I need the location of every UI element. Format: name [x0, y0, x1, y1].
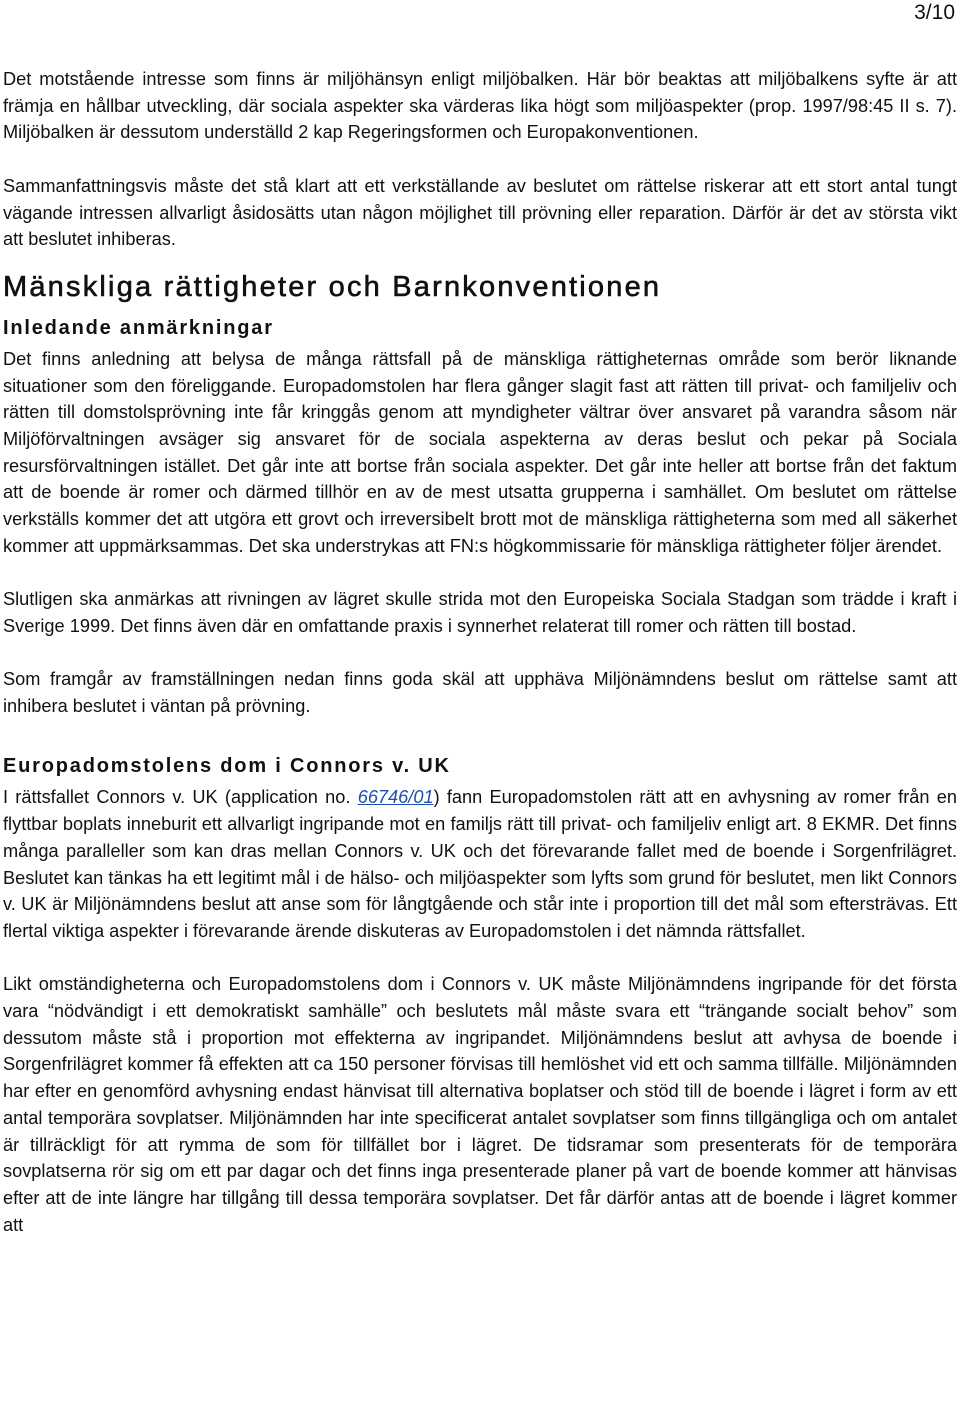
application-number-link[interactable]: 66746/01	[357, 787, 434, 808]
paragraph-rattsfall: Det finns anledning att belysa de många rättsfall på de mänskliga rättigheternas område som berör liknande situationer som den föreliggande. Europadomstolen har flera gånger slagit fast att rätten till privat- och familjeliv och rätten till domstolsprövning inte får kringgås genom att myndigheter vältrar över ansvaret på varandra såsom när Miljöförvaltningen avsäger sig ansvaret för de sociala aspekterna av deras beslut och pekar på Sociala resursförvaltningen istället. Det går inte att bortse från sociala aspekter. Det går inte heller att bortse från det faktum att de boende är romer och därmed tillhör en av de mest utsatta grupperna i samhället. Om beslutet om rättelse verkställs kommer det att utgöra ett grovt och irreversibelt brott mot de mänskliga rättigheterna som med all säkerhet kommer att uppmärksammas. Det ska understrykas att FN:s högkommissarie för mänskliga rättigheter följer ärendet.	[3, 348, 957, 556]
paragraph-sociala-stadgan: Slutligen ska anmärkas att rivningen av lägret skulle strida mot den Europeiska Sociala Stadgan som trädde i kraft i Sverige 1999. Det finns även där en omfattande praxis i synnerhet relaterat till romer och rätten till bostad.	[3, 589, 957, 636]
page-number: 3/10	[914, 1, 955, 24]
paragraph-gap	[3, 640, 957, 667]
subheading-inledande: Inledande anmärkningar	[3, 316, 274, 339]
paragraph-upphava: Som framgår av framställningen nedan finns goda skäl att upphäva Miljönämndens beslut om rättelse samt att inhibera beslutet i väntan på prövning.	[3, 669, 957, 717]
connors-text-start: I rättsfallet Connors v. UK (application no.	[3, 787, 358, 808]
paragraph-gap	[3, 945, 957, 972]
paragraph-connors	[3, 784, 957, 944]
paragraph-miljohansyn: Det motstående intresse som finns är miljöhänsyn enligt miljöbalken. Här bör beaktas att miljöbalkens syfte är att främja en hållbar utveckling, där sociala aspekter ska värderas lika högt som miljöaspekter (prop. 1997/98:45 II s. 7). Miljöbalken är dessutom underställd 2 kap Regeringsformen och Europakonventionen.	[3, 69, 957, 143]
subheading-connors: Europadomstolens dom i Connors v. UK	[3, 755, 451, 778]
paragraph-sammanfattning: Sammanfattningsvis måste det stå klart att ett verkställande av beslutet om rättelse riskerar att ett stort antal tungt vägande intressen allvarligt åsidosätts utan någon möjlighet till prövning eller reparation. Därför är det av största vikt att beslutet inhiberas.	[3, 175, 957, 250]
paragraph-gap	[3, 146, 957, 173]
paragraph-gap	[3, 720, 957, 747]
document-body	[3, 66, 957, 1238]
section-title: Mänskliga rättigheter och Barnkonventionen	[3, 270, 662, 303]
paragraph-likt-omstandigheterna: Likt omständigheterna och Europadomstolens dom i Connors v. UK måste Miljönämndens ingripande för det första vara “nödvändigt i ett demokratiskt samhälle” och beslutets mål måste svara ett “trängande socialt behov” som dessutom måste stå i proportion mot effekterna av ingripandet. Miljönämndens beslut att avhysa de boende i Sorgenfrilägret kommer få effekten att ca 150 personer förvisas till hemlöshet vid ett och samma tillfälle. Miljönämnden har efter en genomförd avhysning endast hänvisat till alternativa boplatser och stöd till de boende i lägret i form av ett antal temporära sovplatser. Miljönämnden har inte specificerat antalet sovplatser som finns tillgängliga och om antalet är tillräckligt för att rymma de som för tillfället bor i lägret. De tidsramar som presenterats för de temporära sovplatserna rör sig om ett par dagar och det finns inga presenterade planer på vart de boende kommer att hänvisas efter att de inte längre har tillgång till dessa temporära sovplatser. Det får därför antas att de boende i lägret kommer att	[3, 974, 957, 1235]
connors-text-end: ) fann Europadomstolen rätt att en avhysning av romer från en flyttbar boplats inneburit ett allvarligt ingripande mot en familjs rätt till privat- och familjeliv enligt art. 8 EKMR. Det finns många paralleller som kan dras mellan Connors v. UK och det förevarande fallet med de boende i Sorgenfrilägret. Beslutet kan tänkas ha ett legitimt mål i de hälso- och miljöaspekter som lyfts som grund för beslutet, men likt Connors v. UK är Miljönämndens beslut att anse som för långtgående och står inte i proportion till det mål som eftersträvas. Ett flertal viktiga aspekter i förevarande ärende diskuteras av Europadomstolen i det nämnda rättsfallet.	[3, 787, 957, 941]
paragraph-gap	[3, 560, 957, 587]
